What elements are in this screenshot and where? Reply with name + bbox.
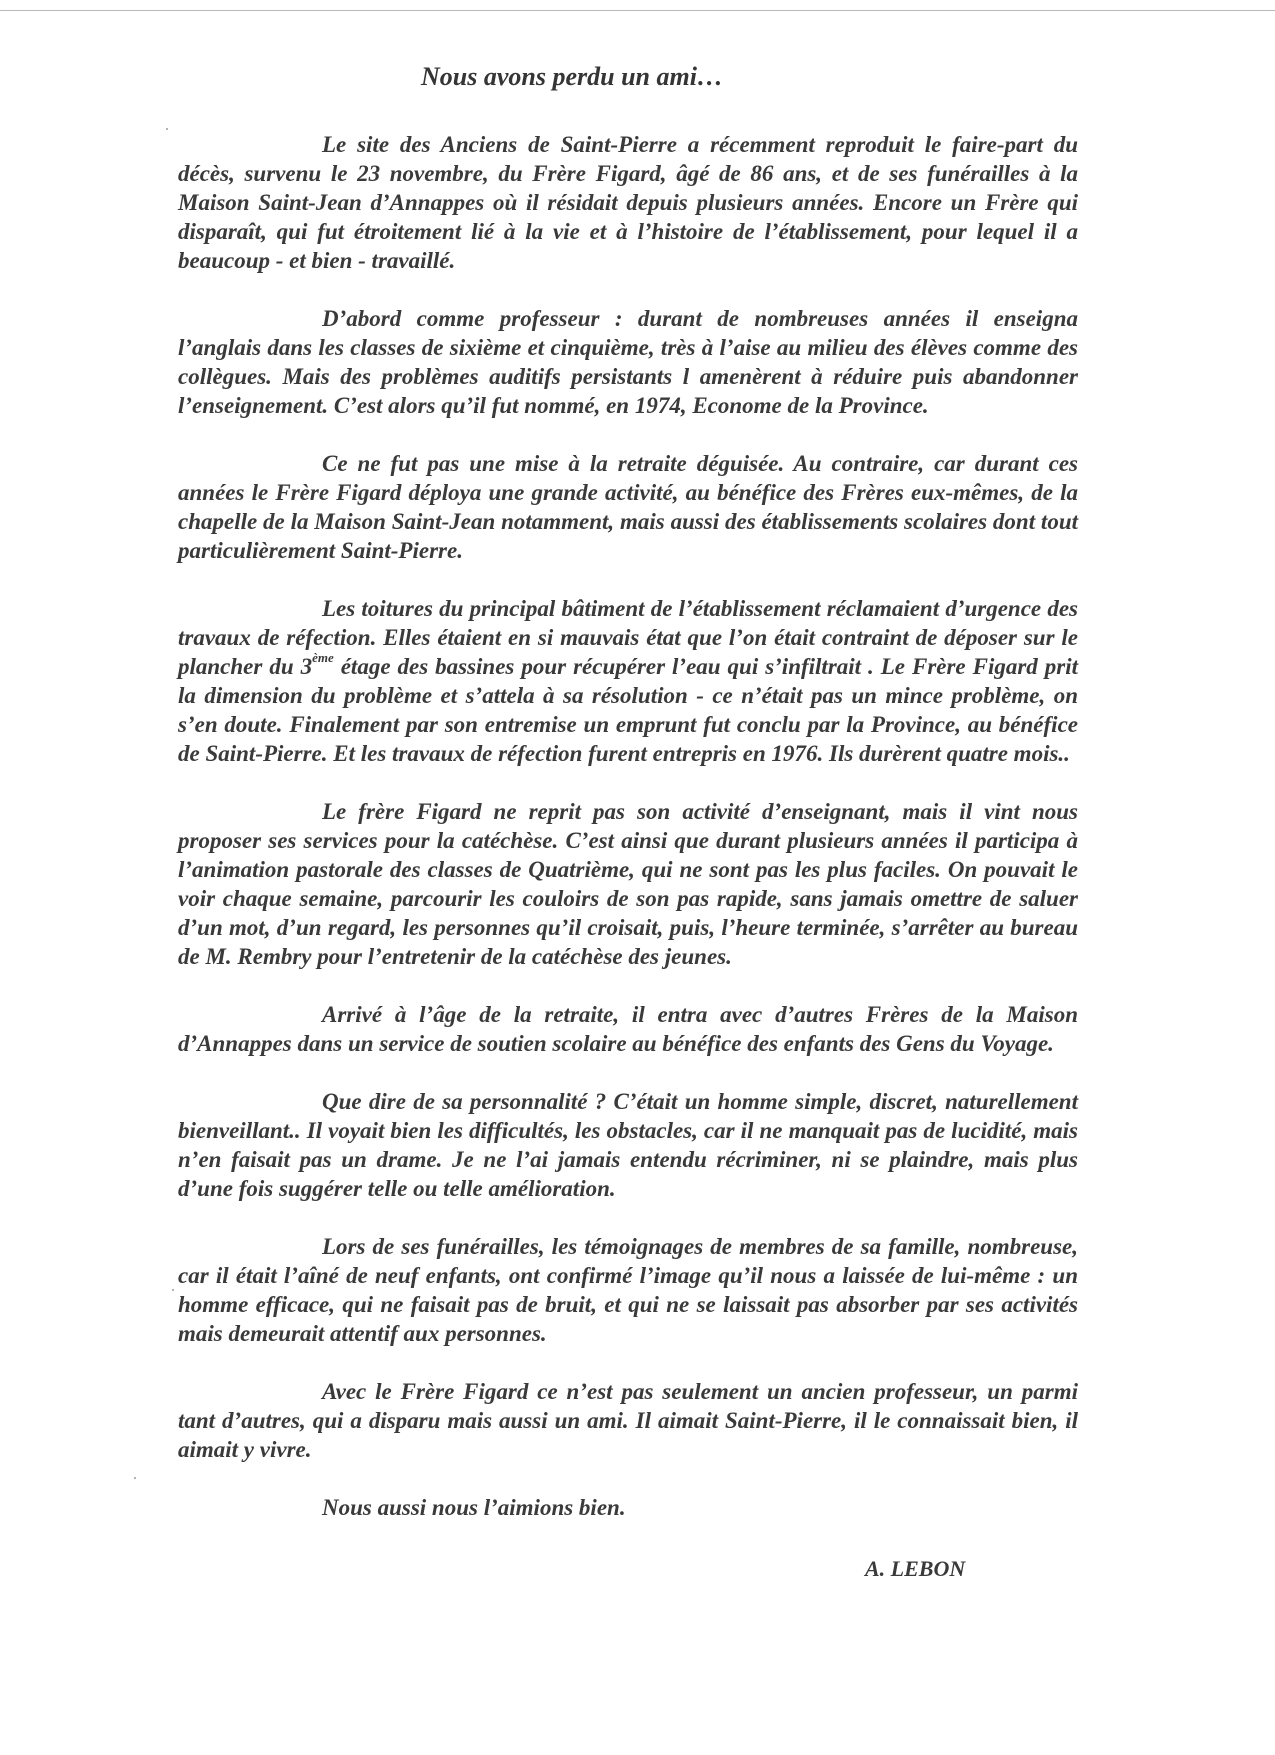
paragraph [178,594,1078,768]
paragraph: Arrivé à l’âge de la retraite, il entra avec d’autres Frères de la Maison d’Annappes dans un service de soutien scolaire au bénéfice des enfants des Gens du Voyage. [178,1002,1078,1056]
scan-speck [166,128,168,130]
closing-line: Nous aussi nous l’aimions bien. [322,1495,626,1520]
paragraph: Lors de ses funérailles, les témoignages de membres de sa famille, nombreuse, car il était l’aîné de neuf enfants, ont confirmé l’image qu’il nous a laissée de lui-même : un homme efficace, qui ne faisait pas de bruit, et qui ne se laissait pas absorber par ses activités mais demeurait attentif aux personnes. [178,1234,1078,1346]
top-rule [0,10,1275,11]
letter-page [178,62,1078,1583]
paragraph: Le site des Anciens de Saint-Pierre a récemment reproduit le faire-part du décès, survenu le 23 novembre, du Frère Figard, âgé de 86 ans, et de ses funérailles à la Maison Saint-Jean d’Annappes où il résidait depuis plusieurs années. Encore un Frère qui disparaît, qui fut étroitement lié à la vie et à l’histoire de l’établissement, pour lequel il a beaucoup - et bien - travaillé. [178,132,1078,273]
scan-speck [172,1289,174,1291]
signature: A. LEBON [865,1556,966,1581]
paragraph: Avec le Frère Figard ce n’est pas seulement un ancien professeur, un parmi tant d’autres, qui a disparu mais aussi un ami. Il aimait Saint-Pierre, il le connaissait bien, il aimait y vivre. [178,1379,1078,1462]
paragraph: Que dire de sa personnalité ? C’était un homme simple, discret, naturellement bienveillant.. Il voyait bien les difficultés, les obstacles, car il ne manquait pas de lucidité, mais n’en faisait pas un drame. Je ne l’ai jamais entendu récriminer, ni se plaindre, mais plus d’une fois suggérer telle ou telle amélioration. [178,1089,1078,1201]
paragraph: Ce ne fut pas une mise à la retraite déguisée. Au contraire, car durant ces années le Frère Figard déploya une grande activité, au bénéfice des Frères eux-mêmes, de la chapelle de la Maison Saint-Jean notamment, mais aussi des établissements scolaires dont tout particulièrement Saint-Pierre. [178,451,1078,563]
letter-title: Nous avons perdu un ami… [421,62,723,91]
paragraph: Le frère Figard ne reprit pas son activité d’enseignant, mais il vint nous proposer ses services pour la catéchèse. C’est ainsi que durant plusieurs années il participa à l’animation pastorale des classes de Quatrième, qui ne sont pas les plus faciles. On pouvait le voir chaque semaine, parcourir les couloirs de son pas rapide, sans jamais omettre de saluer d’un mot, d’un regard, les personnes qu’il croisait, puis, l’heure terminée, s’arrêter au bureau de M. Rembry pour l’entretenir de la catéchèse des jeunes. [178,799,1078,969]
paragraph: D’abord comme professeur : durant de nombreuses années il enseigna l’anglais dans les classes de sixième et cinquième, très à l’aise au milieu des élèves comme des collègues. Mais des problèmes auditifs persistants l amenèrent à réduire puis abandonner l’enseignement. C’est alors qu’il fut nommé, en 1974, Econome de la Province. [178,306,1078,418]
ordinal-superscript: ème [312,650,334,666]
paragraph-text: Les toitures du principal bâtiment de l’établissement réclamaient d’urgence des travaux de réfection. Elles étaient en si mauvais état que l’on était contraint de déposer sur le plancher du 3 [178,596,1078,679]
paragraph-text: étage des bassines pour récupérer l’eau qui s’infiltrait . Le Frère Figard prit la dimension du problème et s’attela à sa résolution - ce n’était pas un mince problème, on s’en doute. Finalement par son entremise un emprunt fut conclu par la Province, au bénéfice de Saint-Pierre. Et les travaux de réfection furent entrepris en 1976. Ils durèrent quatre mois.. [178,654,1079,766]
scan-speck [134,1477,136,1479]
